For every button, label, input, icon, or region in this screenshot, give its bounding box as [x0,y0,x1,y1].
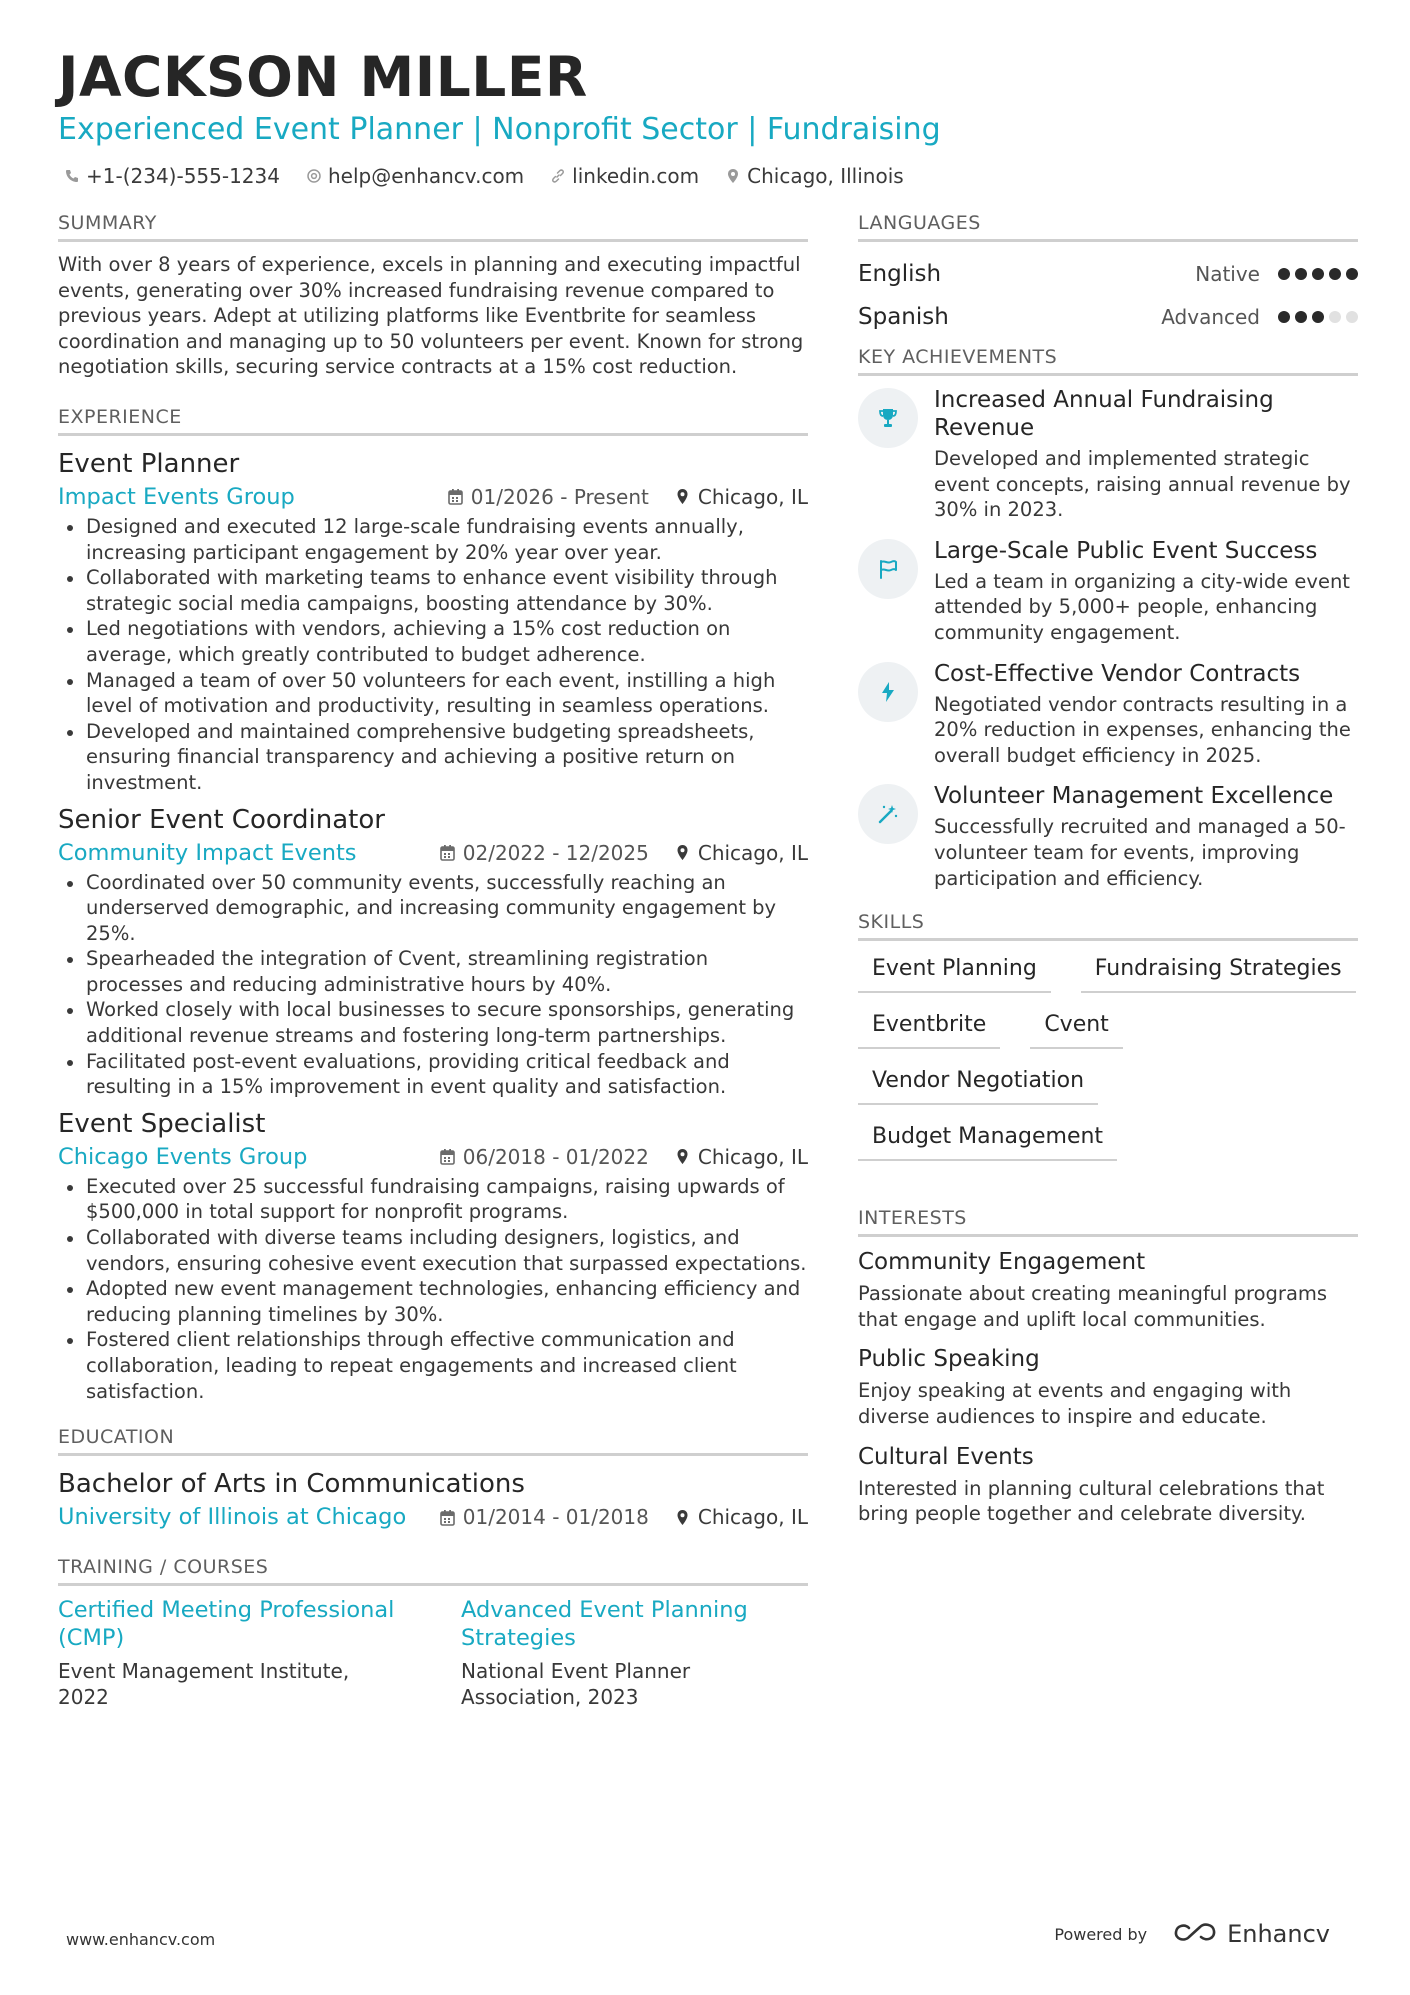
interest-item [858,1442,1358,1527]
course-item [461,1596,808,1710]
powered-by-label: Powered by [1054,1924,1148,1944]
location-pin-icon [725,168,741,184]
languages-list [858,252,1358,338]
proficiency-dot [1295,268,1307,280]
section-title-skills: SKILLS [858,909,1358,941]
contact-linkedin[interactable] [550,162,699,190]
achievement-title: Large-Scale Public Event Success [934,537,1318,564]
at-icon [306,168,322,184]
language-row [858,295,1358,338]
proficiency-dot [1346,268,1358,280]
achievement-body [934,782,1358,891]
footer-branding [1054,1920,1330,1948]
language-proficiency [1161,305,1358,329]
job-entry [58,802,808,1100]
course-provider: Event Management Institute, 2022 [58,1659,350,1710]
language-name: English [858,260,942,287]
course-title: Advanced Event Planning Strategies [461,1597,748,1652]
job-entry [58,1106,808,1404]
achievements-list [858,386,1358,891]
calendar-icon [440,1148,455,1165]
job-dates: 02/2022 - 12/2025 [462,840,649,865]
job-meta [58,1142,808,1172]
trophy-icon [876,406,900,430]
course-item [58,1596,405,1710]
enhancv-logo-icon [1173,1921,1219,1947]
section-title-summary: SUMMARY [58,210,808,242]
skill-tag: Cvent [1030,1007,1123,1049]
achievement-title: Increased Annual Fundraising Revenue [934,387,1274,441]
achievement-body [934,386,1358,523]
skill-tag: Eventbrite [858,1007,1000,1049]
achievement-description: Led a team in organizing a city-wide event attended by 5,000+ people, enhancing community engagement. [934,569,1350,644]
achievement-description: Developed and implemented strategic event concepts, raising annual revenue by 30% in 2023. [934,447,1351,522]
education-section [58,1424,808,1532]
calendar-icon [440,1509,455,1526]
job-bullet: Fostered client relationships through effective communication and collaboration, leading to repeat engagements and increased client satisfaction. [58,1327,808,1404]
achievement-body [934,660,1358,769]
job-entry [58,446,808,796]
interests-section [858,1205,1358,1527]
proficiency-dot [1329,311,1341,323]
job-bullet: Adopted new event management technologies, enhancing efficiency and reducing planning timelines by 30%. [58,1276,808,1327]
proficiency-dot [1312,311,1324,323]
location-pin-icon [675,844,690,861]
interest-title: Cultural Events [858,1443,1034,1470]
course-provider: National Event Planner Association, 2023 [461,1659,691,1710]
course-title: Certified Meeting Professional (CMP) [58,1597,395,1652]
job-dates-item [440,838,649,868]
interest-item [858,1344,1358,1429]
achievement-icon-badge [858,784,918,844]
skill-tag: Event Planning [858,951,1051,993]
interest-item [858,1247,1358,1332]
degree-title: Bachelor of Arts in Communications [58,1469,525,1500]
phone-icon [64,168,80,184]
language-level: Native [1195,261,1260,286]
company-name: Impact Events Group [58,483,295,510]
language-level: Advanced [1161,304,1260,329]
contact-location [725,162,904,190]
job-meta [58,838,808,868]
section-title-interests: INTERESTS [858,1205,1358,1237]
job-location: Chicago, IL [697,484,808,509]
job-dates-item [448,482,649,512]
flag-icon [876,557,900,581]
job-dates: 01/2026 - Present [470,484,649,509]
job-bullet: Spearheaded the integration of Cvent, streamlining registration processes and reducing administrative hours by 40%. [58,946,808,997]
company-name: Community Impact Events [58,839,357,866]
job-bullet: Facilitated post-event evaluations, providing critical feedback and resulting in a 15% improvement in event quality and satisfaction. [58,1049,808,1100]
interest-title: Public Speaking [858,1346,1040,1373]
section-title-languages: LANGUAGES [858,210,1358,242]
courses-list [58,1596,808,1710]
proficiency-dot [1329,268,1341,280]
job-meta [58,482,808,512]
link-icon [550,168,566,184]
job-bullet: Executed over 25 successful fundraising campaigns, raising upwards of $500,000 in total support for nonprofit programs. [58,1174,808,1225]
summary-section [58,210,808,380]
language-name: Spanish [858,303,949,330]
interest-description: Enjoy speaking at events and engaging with diverse audiences to inspire and educate. [858,1379,1292,1428]
experience-section [58,404,808,1404]
location-pin-icon [675,1509,690,1526]
proficiency-dots [1278,268,1358,280]
jobs-list [58,446,808,1404]
achievement-description: Negotiated vendor contracts resulting in a 20% reduction in expenses, enhancing the overall budget efficiency in 2025. [934,692,1351,767]
job-role: Senior Event Coordinator [58,804,385,835]
section-title-experience: EXPERIENCE [58,404,808,436]
job-location-item [675,838,808,868]
job-dates-item [440,1142,649,1172]
lightning-icon [876,680,900,704]
brand-logo[interactable] [1173,1920,1330,1948]
skill-tag: Vendor Negotiation [858,1063,1098,1105]
linkedin-text: linkedin.com [572,164,700,188]
achievements-section [858,344,1358,891]
candidate-name: JACKSON MILLER [58,45,588,109]
job-bullet: Designed and executed 12 large-scale fundraising events annually, increasing participant engagement by 20% year over year. [58,514,808,565]
job-meta-right [448,482,808,512]
job-location: Chicago, IL [697,840,808,865]
achievement-item [858,386,1358,523]
right-column [858,210,1358,1539]
job-bullets [58,870,808,1100]
location-pin-icon [675,488,690,505]
job-bullet: Collaborated with diverse teams including designers, logistics, and vendors, ensuring cohesive event execution that surpassed expectations. [58,1225,808,1276]
job-location: Chicago, IL [697,1144,808,1169]
job-bullets [58,514,808,796]
education-meta [58,1502,808,1532]
section-title-training: TRAINING / COURSES [58,1554,808,1586]
interest-title: Community Engagement [858,1249,1146,1276]
training-section [58,1554,808,1710]
contact-email[interactable] [306,162,524,190]
job-bullet: Developed and maintained comprehensive budgeting spreadsheets, ensuring financial transparency and achieving a positive return on investment. [58,719,808,796]
magic-wand-icon [876,802,900,826]
interests-list [858,1247,1358,1527]
interest-description: Interested in planning cultural celebrations that bring people together and celebrate diversity. [858,1476,1325,1526]
job-bullet: Worked closely with local businesses to secure sponsorships, generating additional revenue streams and fostering long-term partnerships. [58,997,808,1048]
summary-text: With over 8 years of experience, excels in planning and executing impactful events, generating over 30% increased fundraising revenue compared to previous years. Adept at utilizing platforms like Eventbrite for seamless coordination and managing up to 50 volunteers per event. Known for strong negotiation skills, securing service contracts at a 15% cost reduction. [58,253,804,379]
job-role: Event Planner [58,448,240,479]
skills-section [858,909,1358,1161]
education-dates: 01/2014 - 01/2018 [462,1505,649,1530]
achievement-body [934,537,1358,646]
achievement-title: Volunteer Management Excellence [934,783,1334,810]
skill-tag: Budget Management [858,1119,1117,1161]
section-title-education: EDUCATION [58,1424,808,1456]
job-location-item [675,1142,808,1172]
brand-name: Enhancv [1227,1920,1330,1948]
language-row [858,252,1358,295]
achievement-description: Successfully recruited and managed a 50-volunteer team for events, improving participation and efficiency. [934,815,1346,890]
achievement-title: Cost-Effective Vendor Contracts [934,660,1301,687]
company-name: Chicago Events Group [58,1143,308,1170]
skill-tag: Fundraising Strategies [1081,951,1356,993]
email-text: help@enhancv.com [327,164,525,188]
contact-bar [64,162,904,190]
proficiency-dot [1278,268,1290,280]
proficiency-dot [1295,311,1307,323]
job-meta-right [440,1142,808,1172]
achievement-item [858,660,1358,769]
job-location-item [675,482,808,512]
proficiency-dot [1278,311,1290,323]
achievement-item [858,537,1358,646]
achievement-icon-badge [858,539,918,599]
proficiency-dot [1346,311,1358,323]
skills-list [858,951,1358,1161]
job-bullet: Managed a team of over 50 volunteers for each event, instilling a high level of motivation and productivity, resulting in seamless operations. [58,668,808,719]
interest-description: Passionate about creating meaningful programs that engage and uplift local communities. [858,1282,1328,1331]
calendar-icon [448,488,463,505]
contact-phone [64,162,280,190]
section-title-achievements: KEY ACHIEVEMENTS [858,344,1358,376]
footer-website[interactable]: www.enhancv.com [66,1930,216,1949]
job-role: Event Specialist [58,1108,266,1139]
language-proficiency [1195,262,1358,286]
job-bullets [58,1174,808,1404]
job-meta-right [440,838,808,868]
job-bullet: Collaborated with marketing teams to enhance event visibility through strategic social media campaigns, boosting attendance by 30%. [58,565,808,616]
achievement-item [858,782,1358,891]
school-name: University of Illinois at Chicago [58,1504,407,1531]
education-location: Chicago, IL [697,1505,808,1530]
headline: Experienced Event Planner | Nonprofit Sector | Fundraising [58,112,941,147]
location-text: Chicago, Illinois [747,164,904,188]
job-bullet: Coordinated over 50 community events, successfully reaching an underserved demographic, and increasing community engagement by 25%. [58,870,808,947]
phone-text: +1-(234)-555-1234 [86,164,280,188]
job-bullet: Led negotiations with vendors, achieving a 15% cost reduction on average, which greatly contributed to budget adherence. [58,616,808,667]
languages-section [858,210,1358,338]
achievement-icon-badge [858,388,918,448]
job-dates: 06/2018 - 01/2022 [462,1144,649,1169]
proficiency-dot [1312,268,1324,280]
left-column [58,210,808,1710]
calendar-icon [440,844,455,861]
proficiency-dots [1278,311,1358,323]
location-pin-icon [675,1148,690,1165]
achievement-icon-badge [858,662,918,722]
